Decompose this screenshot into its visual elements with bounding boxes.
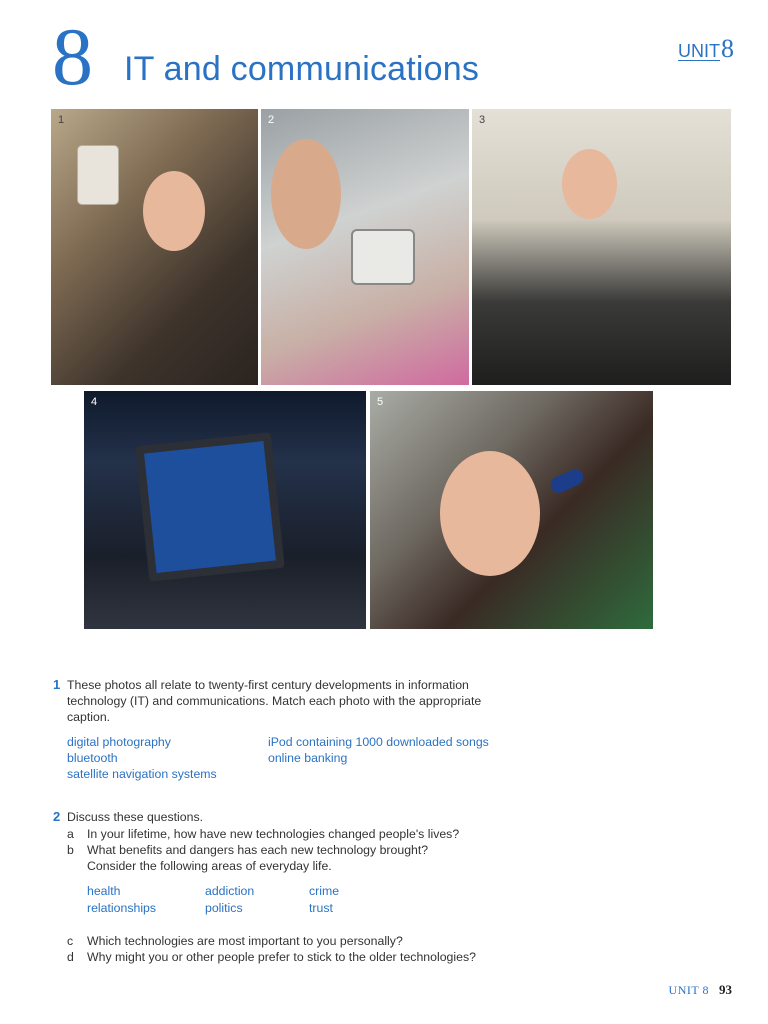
page-number: 93 <box>719 982 732 997</box>
question-text: In your lifetime, how have new technologies changed people's lives? <box>87 827 460 841</box>
caption-item: bluetooth <box>67 751 118 765</box>
caption-item: digital photography <box>67 735 171 749</box>
question-c <box>67 933 403 949</box>
question-letter: d <box>67 950 74 964</box>
exercise-number: 2 <box>53 809 61 824</box>
exercise-2 <box>53 809 507 825</box>
caption-item: online banking <box>268 751 348 765</box>
area-item: crime <box>309 884 340 898</box>
photo-number: 2 <box>268 114 275 126</box>
ipod-photo <box>51 109 258 385</box>
caption-item: satellite navigation systems <box>67 767 217 781</box>
question-d <box>67 949 476 965</box>
photo-number: 1 <box>58 114 65 126</box>
ipod-icon <box>77 145 119 205</box>
question-text: Consider the following areas of everyday life. <box>87 859 332 873</box>
question-b-continued <box>67 858 332 874</box>
exercise-1 <box>53 677 507 725</box>
question-letter: c <box>67 934 74 948</box>
area-item: politics <box>205 901 243 915</box>
photo-number: 4 <box>91 396 98 408</box>
face-shape <box>271 139 341 249</box>
unit-number: 8 <box>52 11 93 102</box>
exercise-1-instructions: These photos all relate to twenty-first century developments in information technology (IT) and communications. Match each photo with the appropriate caption. <box>67 678 482 724</box>
area-item: relationships <box>87 901 157 915</box>
question-text: Which technologies are most important to you personally? <box>87 934 403 948</box>
digital-camera-photo <box>261 109 469 385</box>
exercise-number: 1 <box>53 677 61 692</box>
question-letter: b <box>67 843 74 857</box>
question-b <box>67 842 428 858</box>
camera-icon <box>351 229 415 285</box>
photo-number: 3 <box>479 114 486 126</box>
footer-unit: UNIT 8 <box>668 983 709 997</box>
photo-number: 5 <box>377 396 384 408</box>
question-text: What benefits and dangers has each new technology brought? <box>87 843 429 857</box>
face-shape <box>440 451 540 576</box>
question-letter: a <box>67 827 74 841</box>
face-shape <box>143 171 205 251</box>
face-shape <box>562 149 617 219</box>
question-text: Why might you or other people prefer to stick to the older technologies? <box>87 950 476 964</box>
area-item: addiction <box>205 884 255 898</box>
unit-tag-number: 8 <box>721 34 734 63</box>
caption-item: iPod containing 1000 downloaded songs <box>268 735 489 749</box>
online-banking-photo <box>472 109 731 385</box>
area-item: health <box>87 884 121 898</box>
navigation-screen-icon <box>135 432 284 581</box>
satellite-navigation-photo <box>84 391 366 629</box>
area-item: trust <box>309 901 333 915</box>
bluetooth-headset-photo <box>370 391 653 629</box>
page-title: IT and communications <box>124 50 480 88</box>
exercise-2-instructions: Discuss these questions. <box>67 810 204 824</box>
question-a <box>67 826 459 842</box>
bluetooth-headset-icon <box>548 467 586 496</box>
page-footer <box>669 982 732 998</box>
unit-tag <box>678 34 734 64</box>
unit-tag-word: UNIT <box>678 41 720 61</box>
